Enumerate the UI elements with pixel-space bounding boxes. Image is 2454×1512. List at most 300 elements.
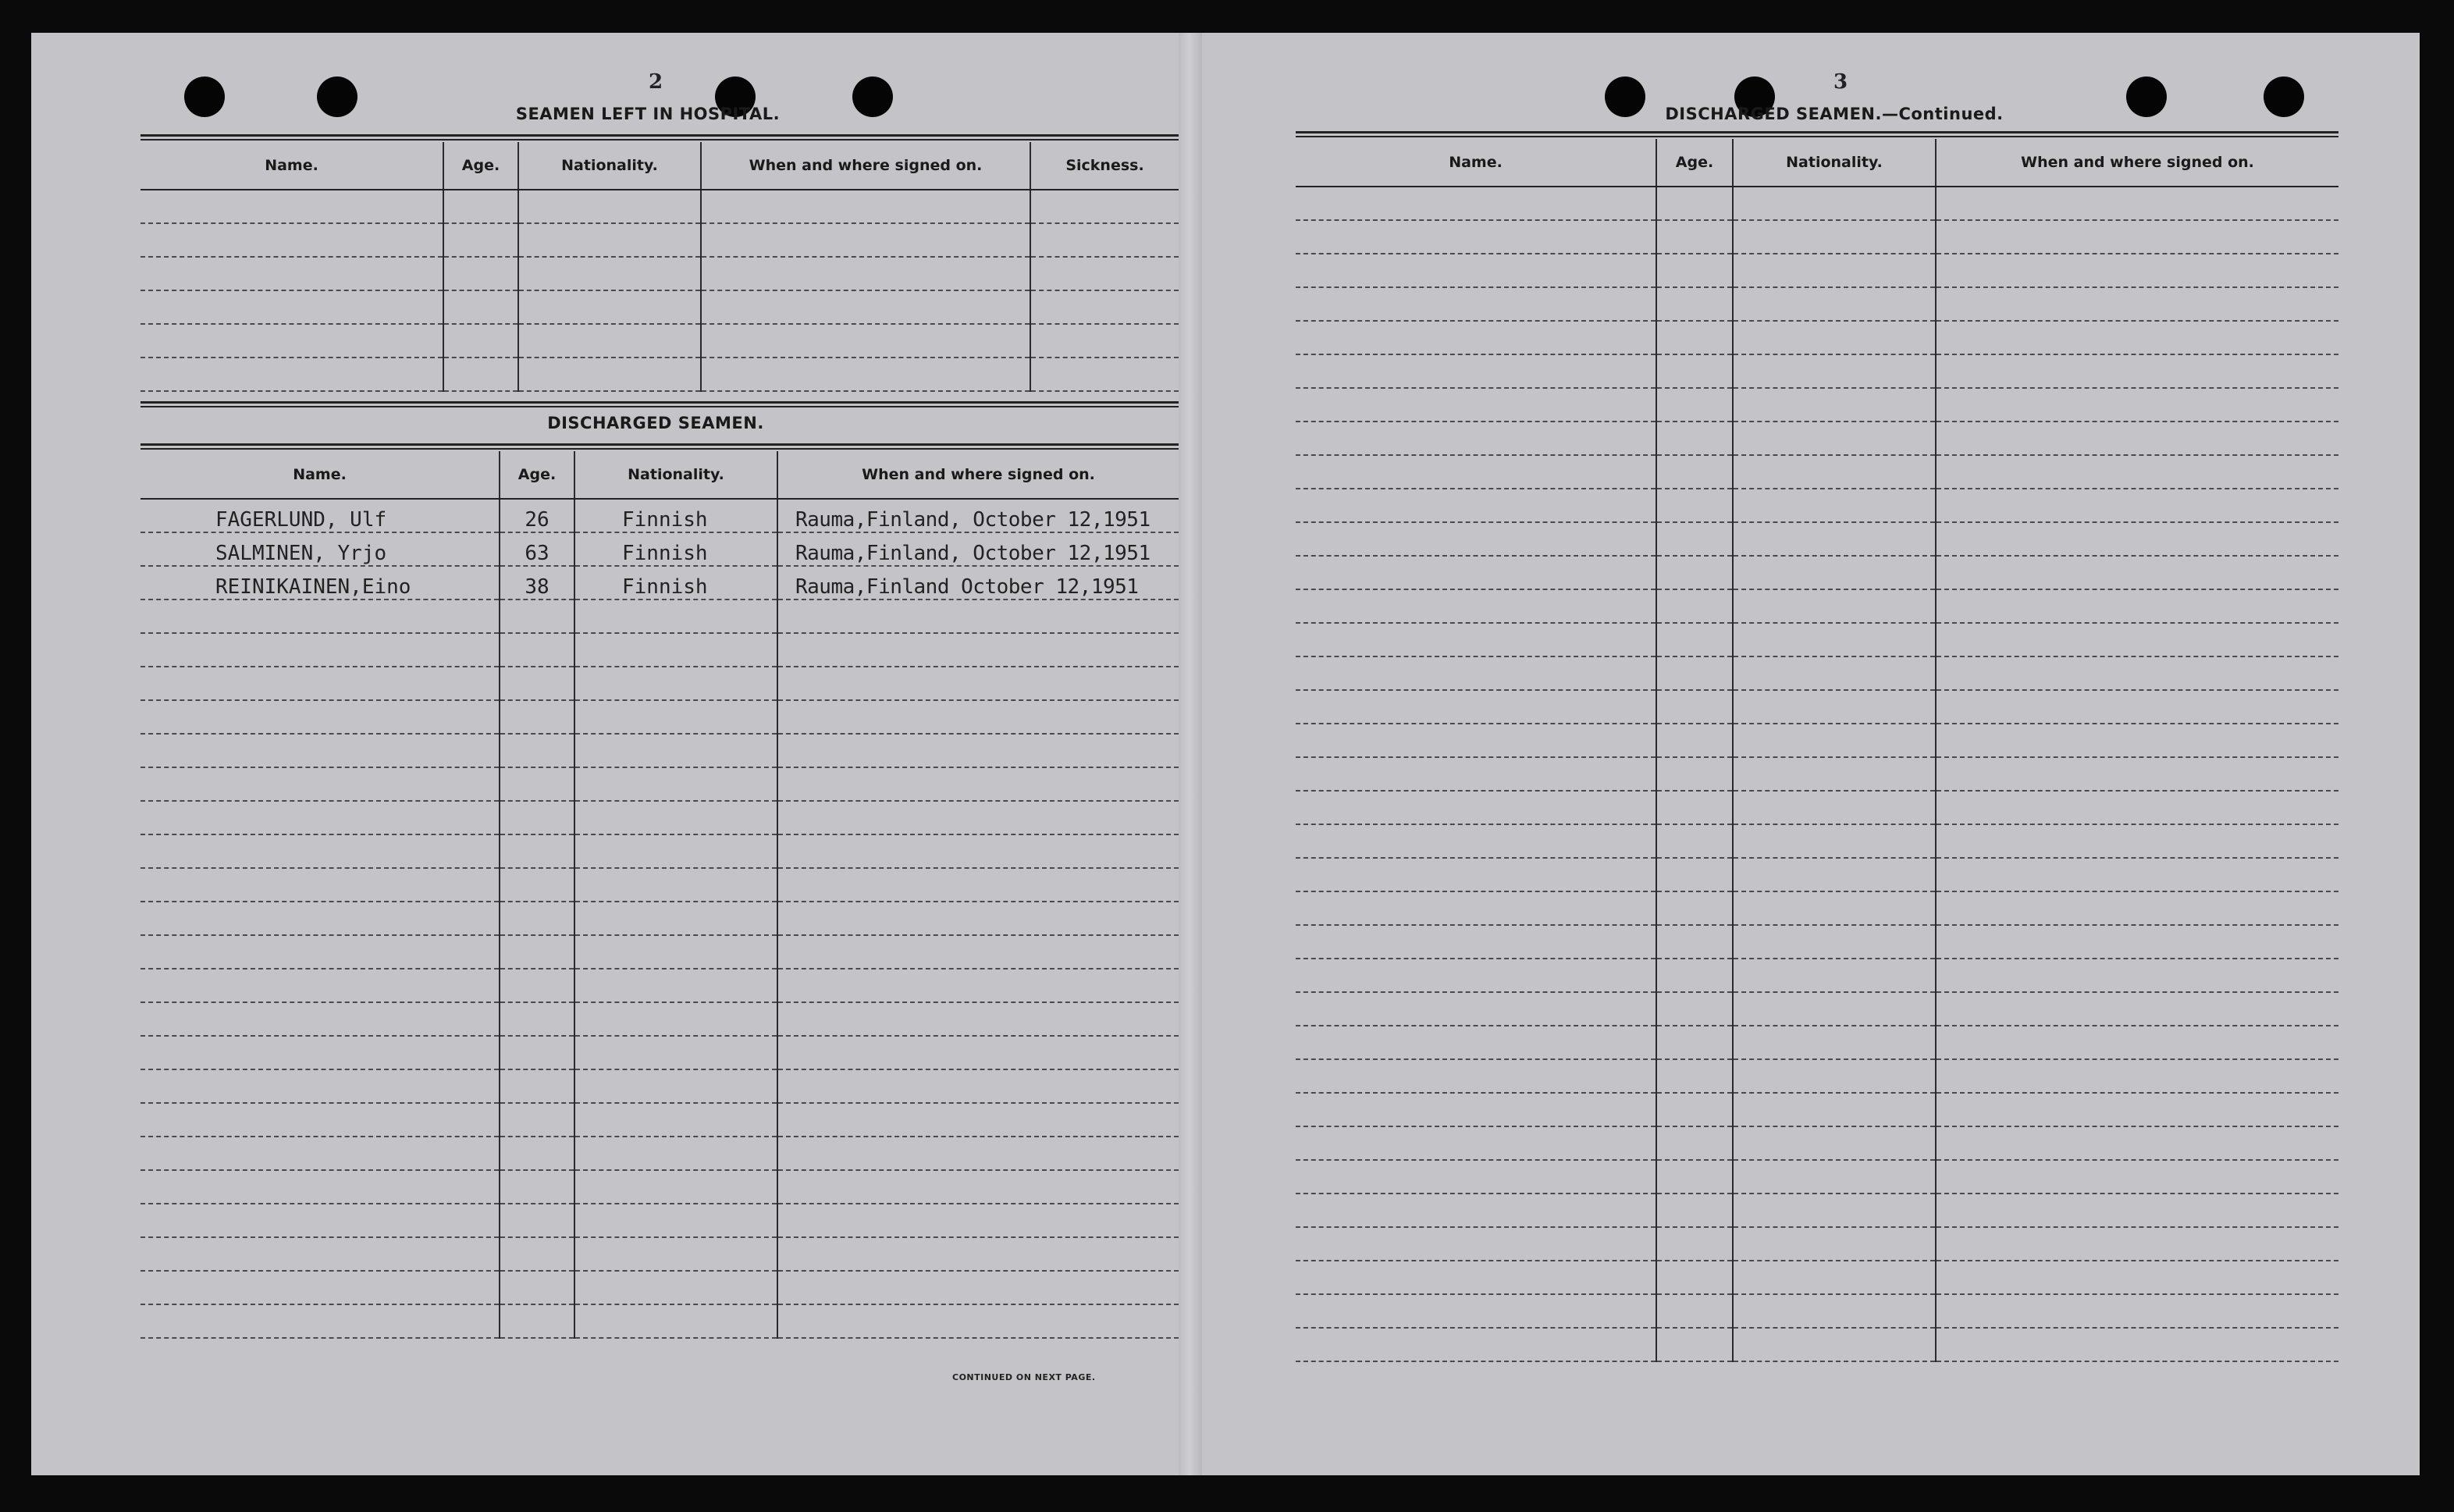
blank-cell [777, 633, 1179, 667]
discharged-section-title: DISCHARGED SEAMEN. [547, 414, 764, 432]
blank-cell [500, 1237, 574, 1271]
blank-cell [1296, 858, 1656, 891]
blank-cell [140, 801, 500, 834]
blank-cell [1936, 724, 2338, 757]
blank-cell [1733, 1026, 1936, 1059]
blank-cell [1733, 757, 1936, 791]
blank-cell [140, 257, 443, 290]
blank-row [1296, 959, 2338, 992]
blank-row [140, 1304, 1179, 1338]
blank-cell [1296, 690, 1656, 724]
blank-cell [500, 834, 574, 868]
blank-cell [1936, 1328, 2338, 1361]
col-header-signed-on: When and where signed on. [777, 451, 1179, 499]
blank-cell [518, 290, 701, 324]
blank-cell [1296, 287, 1656, 321]
blank-cell [1656, 1093, 1733, 1126]
blank-cell [500, 767, 574, 801]
blank-cell [1656, 1026, 1733, 1059]
blank-cell [1733, 656, 1936, 690]
blank-cell [500, 902, 574, 935]
blank-cell [140, 902, 500, 935]
blank-row [140, 190, 1179, 223]
blank-cell [1296, 522, 1656, 556]
blank-cell [500, 700, 574, 734]
blank-row [140, 1237, 1179, 1271]
blank-cell [574, 1170, 777, 1204]
blank-cell [1733, 254, 1936, 287]
blank-cell [140, 358, 443, 391]
blank-cell [1296, 388, 1656, 422]
blank-cell [1656, 858, 1733, 891]
blank-cell [1656, 1160, 1733, 1194]
blank-cell [1296, 422, 1656, 455]
seaman-age: 63 [500, 532, 574, 566]
blank-cell [500, 969, 574, 1002]
blank-row [1296, 1261, 2338, 1294]
blank-cell [500, 1069, 574, 1103]
blank-row [140, 1271, 1179, 1304]
blank-cell [1936, 623, 2338, 656]
left-page [109, 33, 1186, 1475]
blank-cell [1296, 354, 1656, 388]
blank-cell [777, 734, 1179, 767]
col-header-age: Age. [1656, 139, 1733, 187]
blank-cell [1733, 287, 1936, 321]
discharged-body [140, 499, 1179, 1338]
continued-note: CONTINUED ON NEXT PAGE. [952, 1372, 1096, 1382]
blank-cell [1733, 187, 1936, 220]
blank-cell [1936, 791, 2338, 824]
blank-cell [1936, 287, 2338, 321]
blank-cell [1733, 1093, 1936, 1126]
blank-cell [518, 324, 701, 358]
blank-cell [574, 969, 777, 1002]
col-header-nationality: Nationality. [1733, 139, 1936, 187]
blank-row [1296, 824, 2338, 858]
blank-cell [1296, 891, 1656, 925]
blank-cell [1296, 1194, 1656, 1227]
blank-row [140, 667, 1179, 700]
blank-cell [777, 868, 1179, 902]
blank-cell [140, 290, 443, 324]
blank-cell [1296, 220, 1656, 254]
blank-row [140, 935, 1179, 969]
blank-cell [1296, 1160, 1656, 1194]
blank-cell [140, 868, 500, 902]
blank-cell [1733, 522, 1936, 556]
blank-cell [777, 700, 1179, 734]
blank-cell [500, 734, 574, 767]
blank-row [140, 324, 1179, 358]
blank-row [140, 1069, 1179, 1103]
blank-cell [140, 969, 500, 1002]
blank-cell [1733, 1328, 1936, 1361]
blank-cell [500, 1137, 574, 1170]
blank-cell [500, 1002, 574, 1036]
blank-row [140, 599, 1179, 633]
blank-cell [574, 868, 777, 902]
section-rule [140, 401, 1179, 407]
blank-cell [777, 834, 1179, 868]
hospital-body [140, 190, 1179, 391]
blank-cell [1656, 690, 1733, 724]
seaman-nationality: Finnish [574, 532, 777, 566]
blank-cell [1296, 321, 1656, 354]
blank-cell [1936, 455, 2338, 489]
blank-cell [1733, 824, 1936, 858]
blank-cell [1296, 1328, 1656, 1361]
blank-cell [1030, 223, 1179, 257]
col-header-nationality: Nationality. [574, 451, 777, 499]
blank-row [1296, 690, 2338, 724]
blank-cell [1296, 1026, 1656, 1059]
blank-cell [518, 257, 701, 290]
blank-row [140, 1170, 1179, 1204]
blank-cell [1733, 422, 1936, 455]
seaman-name: SALMINEN, Yrjo [140, 532, 500, 566]
blank-cell [500, 599, 574, 633]
blank-cell [500, 801, 574, 834]
blank-cell [574, 935, 777, 969]
blank-cell [1936, 690, 2338, 724]
blank-cell [1936, 824, 2338, 858]
blank-cell [140, 667, 500, 700]
blank-cell [1936, 522, 2338, 556]
blank-cell [777, 1304, 1179, 1338]
blank-cell [1936, 187, 2338, 220]
blank-cell [777, 1204, 1179, 1237]
blank-cell [777, 1069, 1179, 1103]
blank-cell [1656, 187, 1733, 220]
blank-cell [1656, 891, 1733, 925]
blank-cell [500, 1304, 574, 1338]
blank-cell [574, 1103, 777, 1137]
blank-cell [500, 667, 574, 700]
blank-cell [1733, 724, 1936, 757]
blank-cell [777, 801, 1179, 834]
blank-cell [1733, 1160, 1936, 1194]
blank-cell [1733, 690, 1936, 724]
blank-cell [443, 257, 518, 290]
blank-cell [1733, 354, 1936, 388]
blank-row [1296, 891, 2338, 925]
seaman-signed-on: Rauma,Finland, October 12,1951 [777, 532, 1179, 566]
blank-cell [574, 801, 777, 834]
blank-cell [1936, 589, 2338, 623]
blank-cell [140, 834, 500, 868]
blank-row [140, 257, 1179, 290]
blank-row [1296, 354, 2338, 388]
blank-cell [1936, 422, 2338, 455]
blank-cell [1296, 589, 1656, 623]
blank-cell [443, 358, 518, 391]
blank-cell [1656, 757, 1733, 791]
blank-cell [1656, 1227, 1733, 1261]
blank-cell [1936, 1261, 2338, 1294]
blank-cell [701, 223, 1030, 257]
blank-row [140, 834, 1179, 868]
blank-row [1296, 992, 2338, 1026]
blank-cell [1733, 1059, 1936, 1093]
blank-cell [500, 935, 574, 969]
blank-row [1296, 321, 2338, 354]
blank-cell [1296, 1059, 1656, 1093]
blank-cell [574, 1271, 777, 1304]
blank-row [1296, 1294, 2338, 1328]
manifest-sheet [31, 33, 2420, 1475]
blank-row [1296, 757, 2338, 791]
blank-cell [140, 767, 500, 801]
blank-cell [1936, 556, 2338, 589]
blank-cell [1296, 1126, 1656, 1160]
blank-cell [1030, 257, 1179, 290]
blank-cell [140, 190, 443, 223]
blank-cell [1656, 522, 1733, 556]
blank-cell [1936, 1059, 2338, 1093]
blank-cell [1936, 1093, 2338, 1126]
right-page [1296, 33, 2388, 1475]
blank-cell [140, 1170, 500, 1204]
blank-cell [1936, 757, 2338, 791]
blank-cell [140, 700, 500, 734]
blank-cell [443, 290, 518, 324]
blank-cell [140, 324, 443, 358]
blank-cell [1656, 1328, 1733, 1361]
blank-cell [140, 633, 500, 667]
blank-cell [140, 1069, 500, 1103]
blank-cell [1296, 489, 1656, 522]
blank-row [1296, 422, 2338, 455]
blank-cell [1936, 858, 2338, 891]
blank-cell [1656, 1261, 1733, 1294]
blank-cell [574, 1069, 777, 1103]
blank-row [1296, 1126, 2338, 1160]
blank-cell [140, 1103, 500, 1137]
blank-cell [1296, 959, 1656, 992]
blank-row [1296, 1194, 2338, 1227]
blank-row [140, 767, 1179, 801]
blank-row [140, 1137, 1179, 1170]
blank-row [1296, 1059, 2338, 1093]
blank-cell [140, 1137, 500, 1170]
blank-cell [701, 358, 1030, 391]
blank-cell [1936, 656, 2338, 690]
blank-cell [1733, 992, 1936, 1026]
blank-row [1296, 187, 2338, 220]
blank-row [1296, 287, 2338, 321]
blank-cell [140, 1237, 500, 1271]
blank-cell [1733, 1194, 1936, 1227]
blank-row [1296, 1026, 2338, 1059]
blank-cell [574, 1204, 777, 1237]
blank-cell [1656, 1194, 1733, 1227]
blank-cell [500, 633, 574, 667]
blank-cell [1733, 959, 1936, 992]
blank-row [140, 868, 1179, 902]
blank-cell [500, 1204, 574, 1237]
blank-cell [574, 599, 777, 633]
blank-row [140, 223, 1179, 257]
blank-row [1296, 556, 2338, 589]
blank-cell [777, 1237, 1179, 1271]
blank-cell [500, 868, 574, 902]
blank-cell [1733, 1294, 1936, 1328]
blank-cell [1296, 992, 1656, 1026]
blank-cell [1936, 321, 2338, 354]
blank-cell [777, 1036, 1179, 1069]
blank-cell [140, 734, 500, 767]
blank-cell [1733, 891, 1936, 925]
blank-cell [1656, 220, 1733, 254]
col-header-signed-on: When and where signed on. [1936, 139, 2338, 187]
blank-cell [1733, 321, 1936, 354]
blank-row [1296, 1093, 2338, 1126]
discharged-continued-title: DISCHARGED SEAMEN.—Continued. [1665, 105, 2004, 123]
blank-cell [1030, 190, 1179, 223]
blank-cell [1656, 992, 1733, 1026]
blank-row [140, 700, 1179, 734]
blank-cell [574, 633, 777, 667]
blank-row [1296, 489, 2338, 522]
blank-cell [1656, 959, 1733, 992]
blank-cell [1733, 220, 1936, 254]
blank-cell [1936, 254, 2338, 287]
blank-row [1296, 455, 2338, 489]
blank-cell [443, 190, 518, 223]
blank-cell [574, 834, 777, 868]
blank-cell [1656, 925, 1733, 959]
page-number: 2 [648, 70, 663, 94]
blank-cell [500, 1036, 574, 1069]
blank-cell [701, 190, 1030, 223]
blank-cell [1030, 290, 1179, 324]
blank-cell [140, 1204, 500, 1237]
blank-cell [140, 223, 443, 257]
blank-cell [518, 358, 701, 391]
blank-row [140, 633, 1179, 667]
blank-cell [1296, 757, 1656, 791]
seaman-row [140, 566, 1179, 599]
blank-cell [574, 1002, 777, 1036]
blank-cell [1656, 589, 1733, 623]
blank-row [1296, 925, 2338, 959]
seaman-row [140, 532, 1179, 566]
blank-cell [1656, 623, 1733, 656]
blank-cell [1030, 324, 1179, 358]
blank-row [1296, 656, 2338, 690]
blank-row [1296, 522, 2338, 556]
blank-row [140, 1002, 1179, 1036]
seaman-nationality: Finnish [574, 566, 777, 599]
blank-cell [1936, 1160, 2338, 1194]
blank-cell [1733, 1227, 1936, 1261]
blank-cell [1733, 489, 1936, 522]
blank-row [1296, 1328, 2338, 1361]
col-header-signed-on: When and where signed on. [701, 142, 1030, 190]
blank-cell [1656, 724, 1733, 757]
blank-cell [777, 1137, 1179, 1170]
blank-cell [1296, 791, 1656, 824]
blank-cell [1733, 791, 1936, 824]
blank-cell [1656, 388, 1733, 422]
blank-cell [1733, 556, 1936, 589]
blank-cell [1733, 858, 1936, 891]
blank-cell [1733, 1261, 1936, 1294]
blank-cell [1936, 925, 2338, 959]
blank-cell [1656, 656, 1733, 690]
blank-cell [1936, 1126, 2338, 1160]
blank-cell [1936, 220, 2338, 254]
hospital-header-row [140, 142, 1179, 190]
continued-header-row [1296, 139, 2338, 187]
blank-cell [777, 599, 1179, 633]
blank-cell [518, 223, 701, 257]
blank-cell [574, 767, 777, 801]
blank-cell [140, 1304, 500, 1338]
blank-cell [140, 935, 500, 969]
seaman-nationality: Finnish [574, 499, 777, 532]
blank-cell [1936, 1194, 2338, 1227]
blank-cell [1733, 925, 1936, 959]
hospital-section-title: SEAMEN LEFT IN HOSPITAL. [515, 105, 781, 123]
blank-cell [574, 1237, 777, 1271]
blank-cell [777, 969, 1179, 1002]
blank-row [1296, 589, 2338, 623]
blank-cell [777, 667, 1179, 700]
blank-cell [574, 1304, 777, 1338]
blank-cell [1936, 1026, 2338, 1059]
blank-cell [518, 190, 701, 223]
blank-cell [1656, 455, 1733, 489]
blank-cell [1656, 1294, 1733, 1328]
blank-cell [777, 767, 1179, 801]
blank-row [140, 902, 1179, 935]
blank-cell [574, 902, 777, 935]
blank-cell [1296, 724, 1656, 757]
blank-cell [1936, 992, 2338, 1026]
blank-cell [1296, 925, 1656, 959]
col-header-age: Age. [500, 451, 574, 499]
blank-cell [574, 1137, 777, 1170]
blank-cell [777, 1170, 1179, 1204]
blank-cell [1656, 287, 1733, 321]
blank-cell [1656, 791, 1733, 824]
seaman-age: 38 [500, 566, 574, 599]
blank-row [1296, 1227, 2338, 1261]
blank-cell [1656, 422, 1733, 455]
blank-cell [1296, 1093, 1656, 1126]
blank-row [140, 1036, 1179, 1069]
blank-cell [1936, 388, 2338, 422]
blank-cell [701, 257, 1030, 290]
blank-cell [1656, 321, 1733, 354]
blank-cell [1733, 1126, 1936, 1160]
blank-cell [1296, 187, 1656, 220]
seaman-age: 26 [500, 499, 574, 532]
seaman-row [140, 499, 1179, 532]
blank-row [140, 801, 1179, 834]
blank-cell [777, 902, 1179, 935]
discharged-header-row [140, 451, 1179, 499]
blank-row [1296, 1160, 2338, 1194]
continued-body [1296, 187, 2338, 1361]
blank-cell [574, 667, 777, 700]
blank-cell [1936, 1227, 2338, 1261]
seaman-name: REINIKAINEN,Eino [140, 566, 500, 599]
blank-cell [500, 1103, 574, 1137]
col-header-age: Age. [443, 142, 518, 190]
